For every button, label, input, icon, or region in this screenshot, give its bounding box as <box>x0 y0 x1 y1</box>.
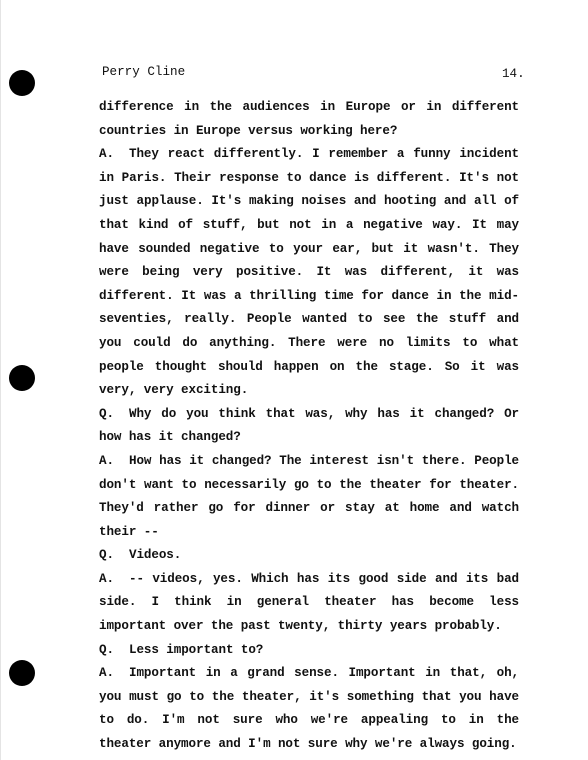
paragraph-text: How has it changed? The interest isn't there. People don't want to necessarily go to the theater for theater. They'd rather go for dinner or stay at home and watch their -- <box>99 453 519 539</box>
paragraph-text: Less important to? <box>129 642 264 657</box>
transcript-paragraph <box>99 143 519 403</box>
speaker-label: A. <box>99 453 114 468</box>
binder-hole-top <box>9 70 35 96</box>
speaker-label: A. <box>99 571 114 586</box>
transcript-paragraph <box>99 403 519 450</box>
paragraph-text: They react differently. I remember a funny incident in Paris. Their response to dance is different. It's not just applause. It's making noises and hooting and all of that kind of stuff, but not in a negative way. It may have sounded negative to your ear, but it wasn't. They were being very positive. It was different, it was different. It was a thrilling time for dance in the mid-seventies, really. People wanted to see the stuff and you could do anything. There were no limits to what people thought should happen on the stage. So it was very, very exciting. <box>99 147 519 398</box>
binder-hole-middle <box>9 365 35 391</box>
transcript-paragraph <box>99 662 519 756</box>
transcript-paragraph <box>99 639 519 663</box>
transcript-body <box>99 96 519 757</box>
page-edge <box>0 0 1 760</box>
paragraph-text: Why do you think that was, why has it changed? Or how has it changed? <box>99 406 519 445</box>
paragraph-text: -- videos, yes. Which has its good side and its bad side. I think in general theater has become less important over the past twenty, thirty years probably. <box>99 571 519 634</box>
transcript-paragraph <box>99 568 519 639</box>
speaker-label: Q. <box>99 642 114 657</box>
transcript-paragraph <box>99 544 519 568</box>
speaker-label: A. <box>99 666 114 681</box>
speaker-label: A. <box>99 147 114 162</box>
paragraph-text: difference in the audiences in Europe or in different countries in Europe versus working here? <box>99 100 519 138</box>
transcript-paragraph <box>99 450 519 544</box>
header-page-number: 14. <box>502 67 525 81</box>
paragraph-text: Important in a grand sense. Important in that, oh, you must go to the theater, it's something that you have to do. I'm not sure who we're appealing to in the theater anymore and I'm not sure why we're always going. <box>99 666 519 752</box>
speaker-label: Q. <box>99 548 114 563</box>
speaker-label: Q. <box>99 406 114 421</box>
paragraph-text: Videos. <box>129 548 182 563</box>
header-interviewee-name: Perry Cline <box>102 65 186 79</box>
binder-hole-bottom <box>9 660 35 686</box>
transcript-paragraph <box>99 96 519 143</box>
